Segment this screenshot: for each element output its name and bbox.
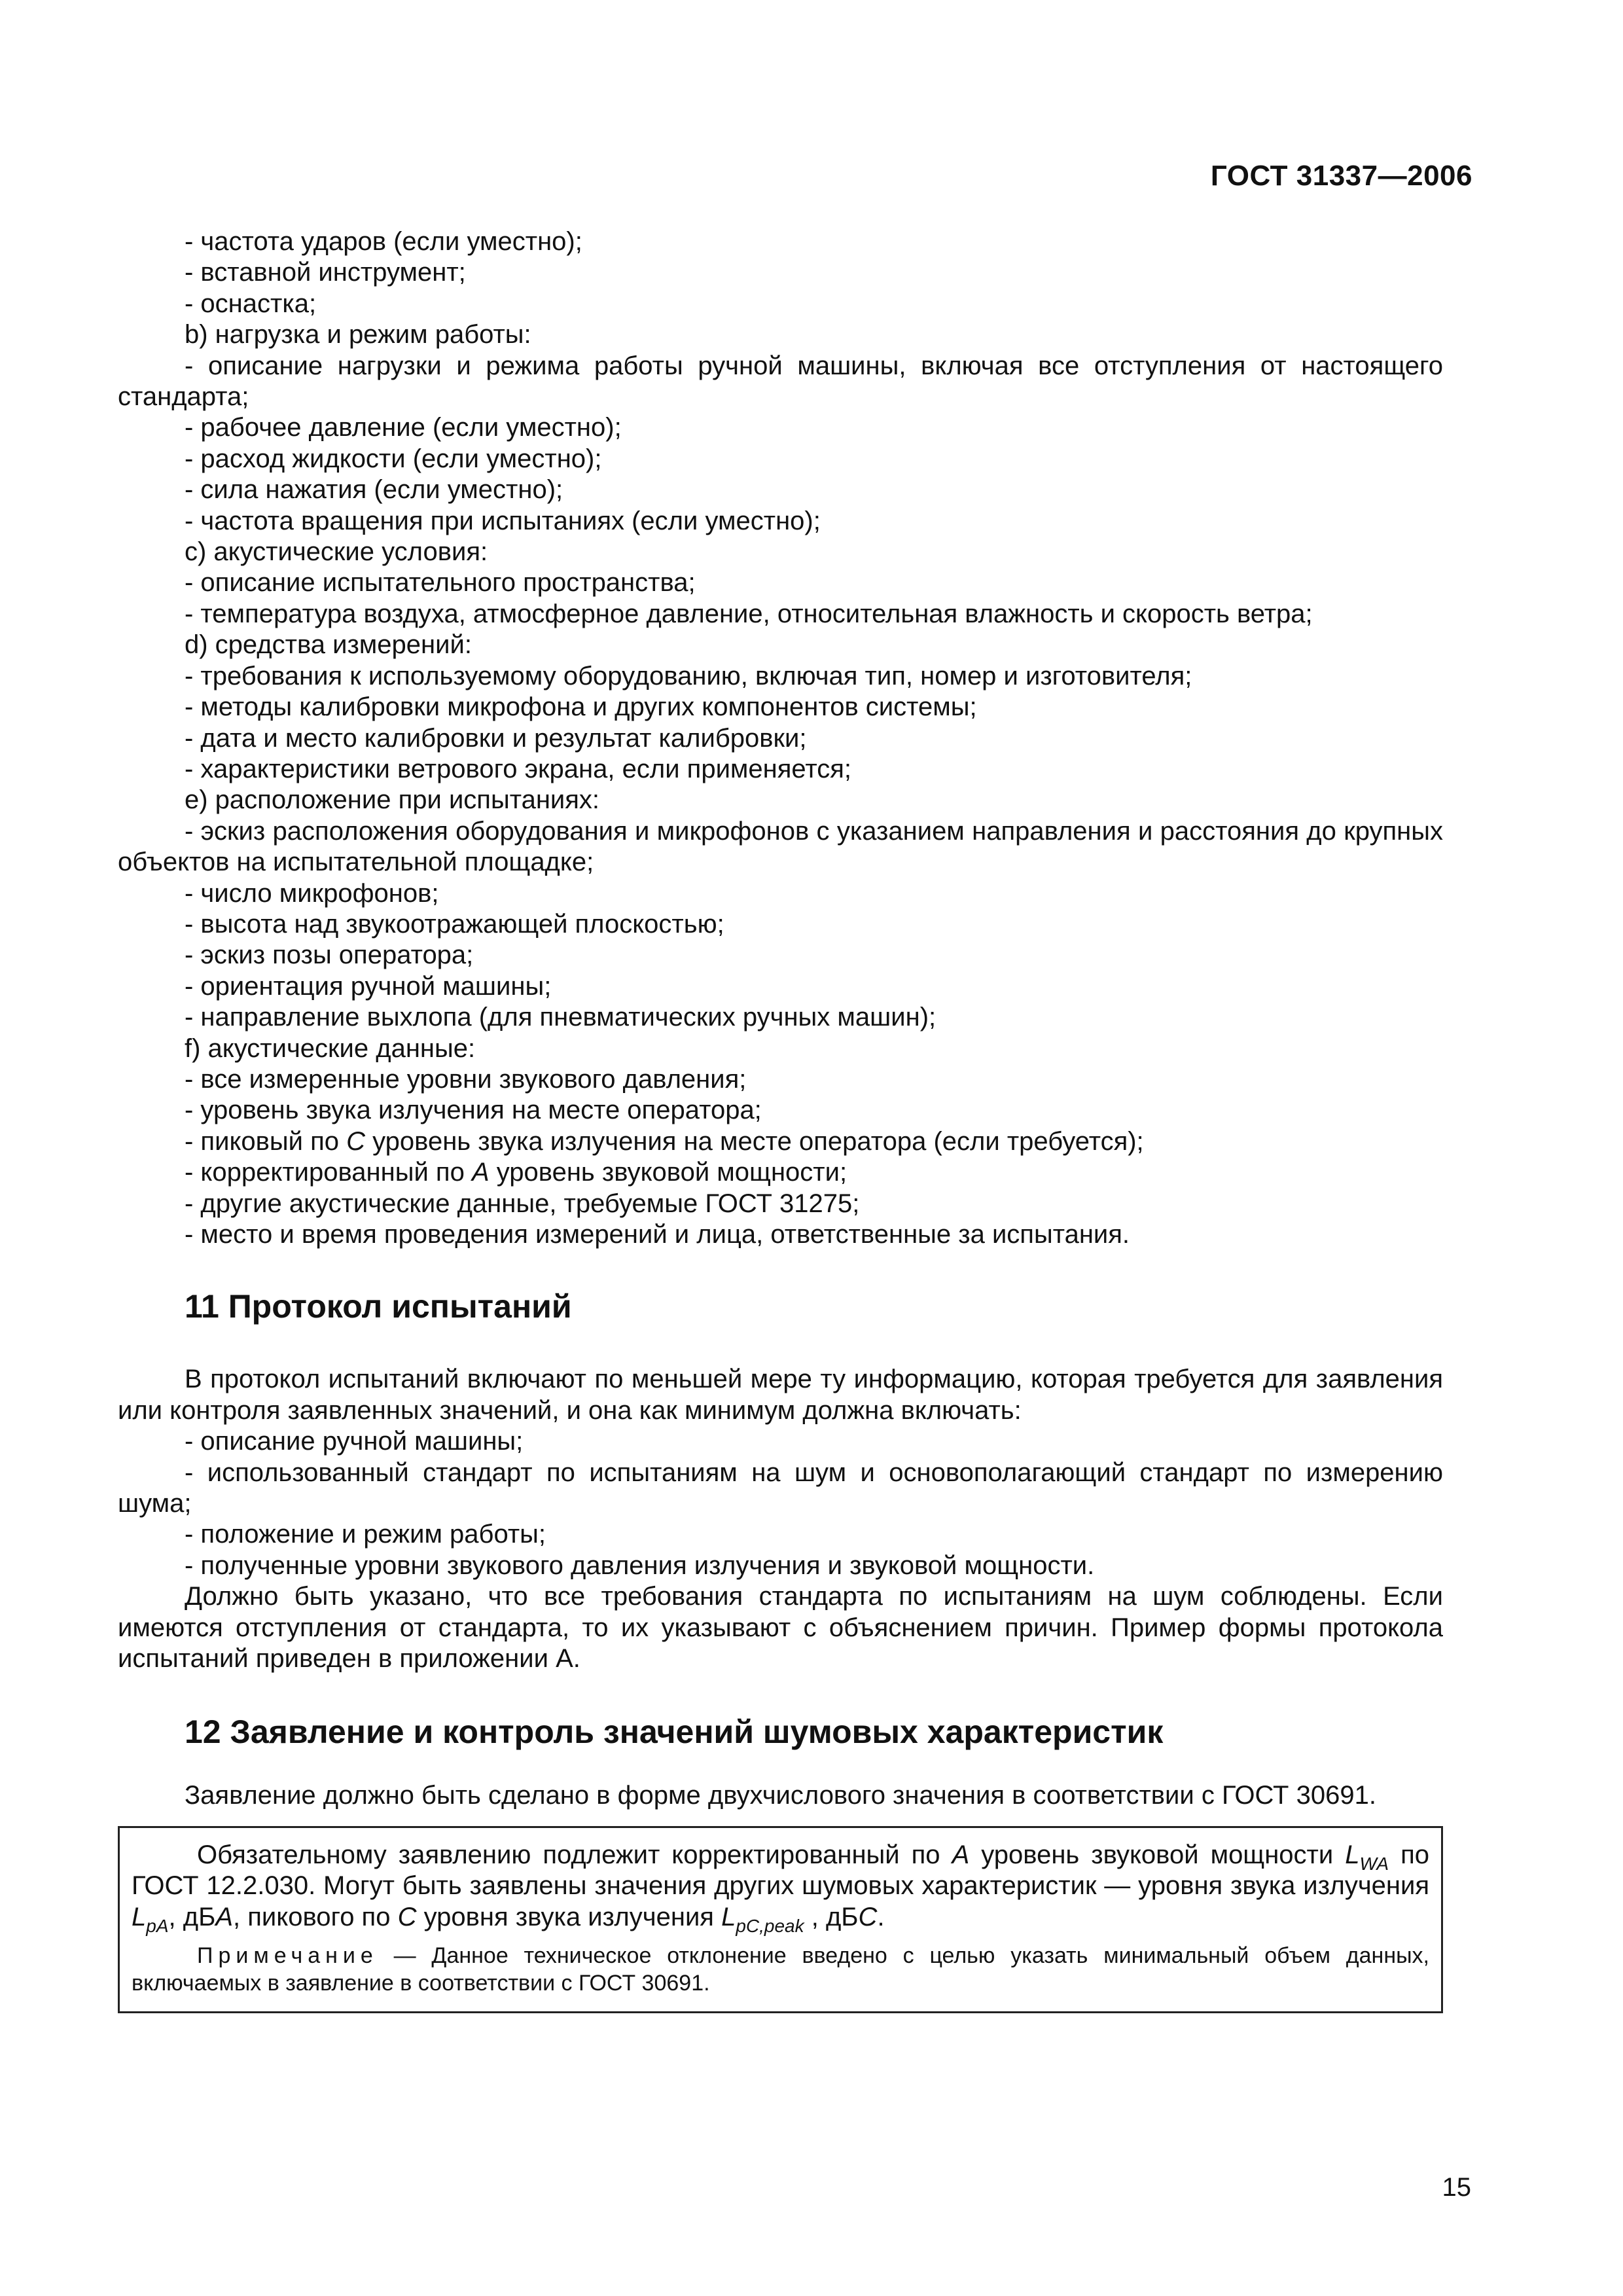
technical-deviation-box bbox=[118, 1826, 1443, 2013]
section-11-heading: 11 Протокол испытаний bbox=[185, 1288, 572, 1325]
section-12-heading: 12 Заявление и контроль значений шумовых характеристик bbox=[185, 1713, 1164, 1751]
document-body bbox=[118, 226, 1443, 2013]
note-paragraph: Примечание — Данное техническое отклонение введено с целью указать минимальный объем данных, включаемых в заявление в соответствии с ГОСТ 30691. bbox=[132, 1943, 1429, 1996]
document-code: ГОСТ 31337—2006 bbox=[1210, 160, 1472, 192]
page-number: 15 bbox=[1442, 2173, 1471, 2202]
list-item: - требования к используемому оборудованию, включая тип, номер и изготовителя; bbox=[185, 661, 1192, 691]
requirements-list bbox=[118, 226, 1443, 1250]
list-item: - ориентация ручной машины; bbox=[185, 971, 552, 1001]
list-item: - уровень звука излучения на месте оператора; bbox=[185, 1096, 762, 1125]
list-item: - высота над звукоотражающей плоскостью; bbox=[185, 909, 724, 939]
section-11-body bbox=[118, 1364, 1443, 1674]
list-item: c) акустические условия: bbox=[185, 537, 488, 567]
list-item: - другие акустические данные, требуемые ГОСТ 31275; bbox=[185, 1189, 860, 1218]
list-item: - температура воздуха, атмосферное давление, относительная влажность и скорость ветра; bbox=[185, 599, 1313, 628]
section-12-intro: Заявление должно быть сделано в форме двухчислового значения в соответствии с ГОСТ 30691. bbox=[185, 1781, 1376, 1810]
list-item: - положение и режим работы; bbox=[185, 1520, 546, 1549]
list-item: - дата и место калибровки и результат калибровки; bbox=[185, 723, 807, 753]
note-label: Примечание bbox=[197, 1943, 378, 1969]
list-item: - сила нажатия (если уместно); bbox=[185, 475, 563, 505]
declaration-paragraph: Обязательному заявлению подлежит корректированный по A уровень звуковой мощности $L_{WA}$ по ГОСТ 12.2.030. Могут быть заявлены значения других шумовых характеристик — уровня звука излучения $L_{pA}$, дБA, пикового по C уровня звука излучения $L_{pC,peak}$ , дБC. bbox=[132, 1840, 1429, 1936]
list-item: - все измеренные уровни звукового давления; bbox=[185, 1064, 747, 1094]
list-item: - эскиз позы оператора; bbox=[185, 941, 474, 970]
list-item: - пиковый по C уровень звука излучения на месте оператора (если требуется); bbox=[185, 1126, 1144, 1156]
list-item: - вставной инструмент; bbox=[185, 258, 466, 287]
list-item: - корректированный по A уровень звуковой мощности; bbox=[185, 1158, 847, 1187]
paragraph: Должно быть указано, что все требования стандарта по испытаниям на шум соблюдены. Если имеются отступления от стандарта, то их указывают с объяснением причин. Пример формы протокола испытаний приведен в приложении А. bbox=[118, 1582, 1443, 1674]
list-item: - направление выхлопа (для пневматических ручных машин); bbox=[185, 1003, 936, 1032]
list-item: - описание нагрузки и режима работы ручной машины, включая все отступления от настоящего стандарта; bbox=[118, 351, 1443, 412]
list-item: - частота вращения при испытаниях (если уместно); bbox=[185, 506, 821, 535]
paragraph: В протокол испытаний включают по меньшей мере ту информацию, которая требуется для заявления или контроля заявленных значений, и она как минимум должна включать: bbox=[118, 1365, 1443, 1425]
list-item: d) средства измерений: bbox=[185, 630, 472, 660]
list-item: - полученные уровни звукового давления излучения и звуковой мощности. bbox=[185, 1551, 1095, 1580]
list-item: e) расположение при испытаниях: bbox=[185, 785, 600, 815]
list-item: - описание испытательного пространства; bbox=[185, 568, 696, 598]
list-item: b) нагрузка и режим работы: bbox=[185, 320, 531, 350]
list-item: - эскиз расположения оборудования и микрофонов с указанием направления и расстояния до крупных объектов на испытательной площадке; bbox=[118, 816, 1443, 877]
list-item: - оснастка; bbox=[185, 289, 317, 318]
list-item: - место и время проведения измерений и лица, ответственные за испытания. bbox=[185, 1220, 1130, 1249]
list-item: - расход жидкости (если уместно); bbox=[185, 444, 602, 473]
list-item: - частота ударов (если уместно); bbox=[185, 227, 582, 256]
list-item: f) акустические данные: bbox=[185, 1033, 476, 1063]
list-item: - описание ручной машины; bbox=[185, 1427, 524, 1456]
list-item: - использованный стандарт по испытаниям на шум и основополагающий стандарт по измерению шума; bbox=[118, 1458, 1443, 1518]
list-item: - рабочее давление (если уместно); bbox=[185, 413, 622, 442]
list-item: - характеристики ветрового экрана, если применяется; bbox=[185, 754, 851, 783]
list-item: - методы калибровки микрофона и других компонентов системы; bbox=[185, 692, 977, 722]
list-item: - число микрофонов; bbox=[185, 878, 439, 908]
